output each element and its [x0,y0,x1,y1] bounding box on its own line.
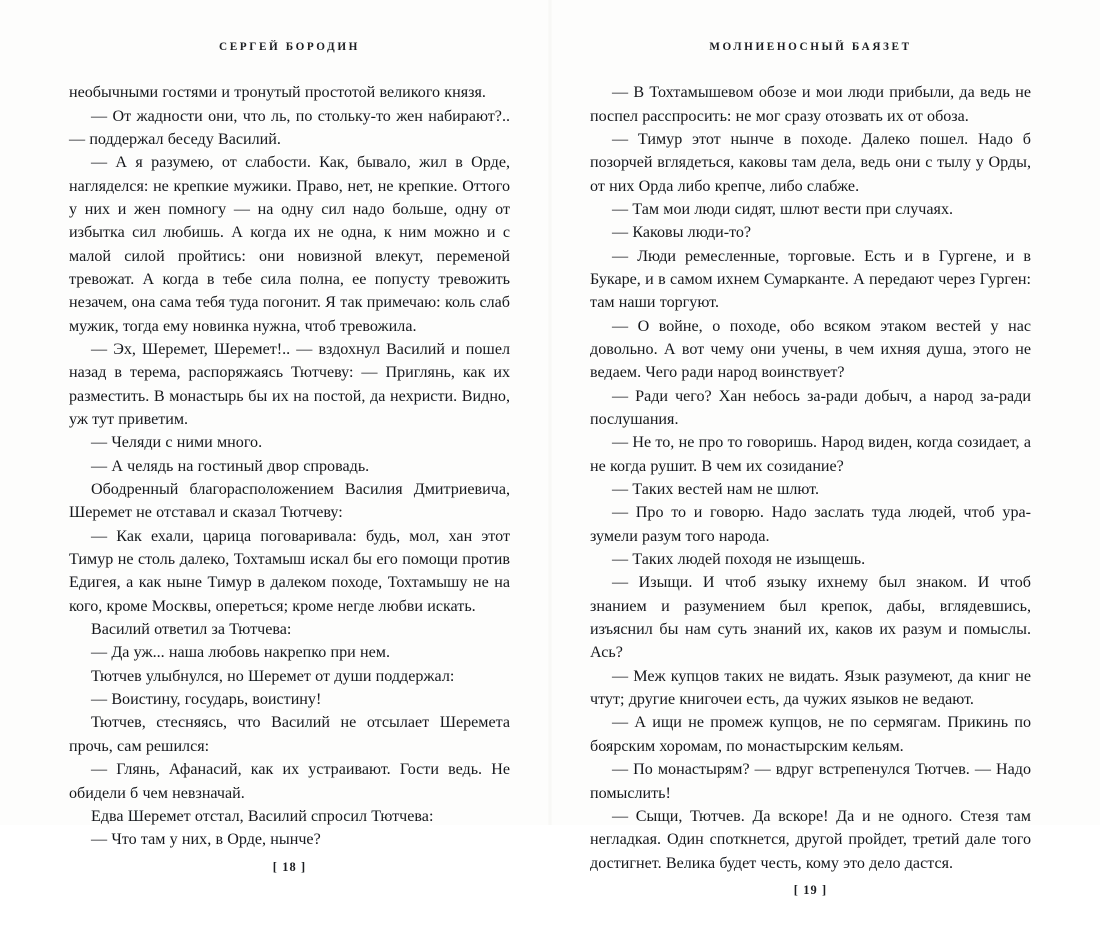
paragraph: необычными гостями и тронутый простотой великого князя. [69,84,486,102]
running-head-author: СЕРГЕЙ БОРОДИН [219,41,360,53]
paragraph: Тютчев улыбнулся, но Шеремет от души поддержал: [91,667,455,685]
right-page-textblock [590,81,1031,875]
paragraph: — Люди ремесленные, торговые. Есть и в Гургене, и в Букаре, и в самом ихнем Сумарканте. А передают через Гурген: там наши торгуют. [590,247,1031,312]
paragraph: — Челяди с ними много. [91,434,263,452]
paragraph: — А ищи не промеж купцов, не по сермягам. Прикинь по боярским хоромам, по монастырским кельям. [590,714,1031,755]
paragraph: — Эх, Шеремет, Шеремет!.. — вздохнул Василий и пошел назад в терема, распоряжаясь Тютчеву: — Приглянь, как их разместить. В монастырь бы их на постой, да нехристи. Видно, уж тут приветим. [69,340,510,429]
paragraph: — О войне, о походе, обо всяком этаком вестей у нас довольно. А вот чему они учены, в чем ихняя душа, этого не ведаем. Чего ради народ воинствует? [590,317,1031,382]
paragraph: — Изыщи. И чтоб языку ихнему был знаком. И чтоб знанием и разумением был крепок, дабы, вглядевшись, изъяснил бы нам суть знаний их, каков их разум и помыслы. Ась? [590,574,1031,662]
paragraph: — Меж купцов таких не видать. Язык разумеют, да книг не чтут; другие книгочеи есть, да чужих языков не ведают. [590,667,1031,709]
paragraph: — Таких вестей нам не шлют. [612,481,820,499]
paragraph: — Сыщи, Тютчев. Да вскоре! Да и не одного. Стезя там негладкая. Один споткнется, другой пройдет, третий дале того достигнет. Велика будет честь, кому это дело дастся. [590,807,1031,872]
paragraph: — Как ехали, царица поговаривала: будь, мол, хан этот Тимур не столь далеко, Тохтамыш искал бы его помощи против Едигея, а как ныне Тимур в далеком походе, Тохтамышу не на кого, кроме Москвы, опереться; кроме негде любви искать. [69,527,510,615]
paragraph: — Таких людей походя не изыщешь. [612,551,866,569]
left-page [0,0,550,874]
paragraph: — Каковы люди-то? [612,224,752,242]
paragraph: — От жадности они, что ль, по стольку-то жен набирают?.. — поддержал беседу Василий. [69,107,510,148]
paragraph: — По монастырям? — вдруг встрепенулся Тютчев. — Надо помыслить! [590,761,1031,802]
paragraph: — Там мои люди сидят, шлют вести при случаях. [612,200,954,218]
paragraph: — Воистину, государь, воистину! [91,691,322,709]
paragraph: — В Тохтамышевом обозе и мои люди прибыли, да ведь не поспел расспросить: не мог сразу отозвать их от обоза. [590,84,1031,125]
paragraph: — Тимур этот нынче в походе. Далеко пошел. Надо б позорчей вглядеться, каковы там дела, ведь они с тылу у Орды, от них Орда либо крепче, либо слабже. [590,130,1031,195]
paragraph: — А челядь на гостиный двор спровадь. [91,457,370,475]
paragraph: Едва Шеремет отстал, Василий спросил Тютчева: [91,807,434,825]
paragraph: — Не то, не про то говоришь. Народ виден, когда созидает, а не когда рушит. В чем их созидание? [590,434,1031,475]
paragraph: — А я разумею, от слабости. Как, бывало, жил в Орде, нагляделся: не крепкие мужики. Право, нет, не крепкие. Оттого у них и жен помногу — на одну сил надо больше, одну от избытка сил любишь. А когда их не одна, к ним можно и с малой силой пройтись: они новизной влекут, переменой тревожат. А когда в тебе сила полна, ее попусту тревожить незачем, она сама тебя туда погонит. Я так примечаю: коль слаб мужик, тогда ему новинка нужна, чтоб тревожила. [69,154,510,335]
left-page-textblock [69,81,510,851]
paragraph: — Да уж... наша любовь накрепко при нем. [91,644,390,662]
paragraph: — Про то и говорю. Надо заслать туда людей, чтоб уразумели разум того народа. [590,504,1031,545]
paragraph: Тютчев, стесняясь, что Василий не отсылает Шеремета прочь, сам решился: [69,714,510,755]
paragraph: Ободренный благорасположением Василия Дмитриевича, Шеремет не отставал и сказал Тютчеву: [69,481,510,522]
paragraph: — Ради чего? Хан небось за-ради добыч, а народ за-ради послушания. [590,387,1031,429]
paragraph: — Глянь, Афанасий, как их устраивают. Гости ведь. Не обидели б чем невзначай. [69,761,510,802]
running-head-title: МОЛНИЕНОСНЫЙ БАЯЗЕТ [709,41,912,53]
page-number-right: [ 19 ] [793,882,828,897]
right-page [550,0,1100,897]
paragraph: Василий ответил за Тютчева: [91,621,292,639]
page-number-left: [ 18 ] [272,859,307,874]
paragraph: — Что там у них, в Орде, нынче? [91,831,321,849]
